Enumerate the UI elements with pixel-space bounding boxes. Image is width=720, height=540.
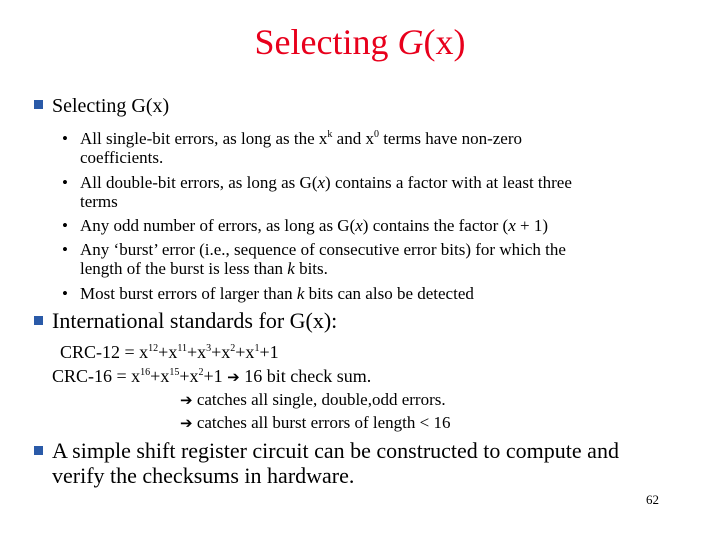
square-bullet-icon <box>34 316 43 325</box>
square-bullet-icon <box>34 446 43 455</box>
slide-title: Selecting G(x) <box>254 22 466 62</box>
crc16-line: $CRC-16 = x^{16}+x^{15}+x^2+1$ ➔ 16 bit check sum. <box>52 366 372 386</box>
section-selecting-gx: Selecting G(x) <box>34 94 169 118</box>
arrow-right-icon: ➔ <box>227 368 240 386</box>
bullet-burst-error: • Any ‘burst’ error (i.e., sequence of consecutive error bits) for which the length of the burst is less than k bits. <box>62 240 566 278</box>
note-catches-single-double-odd: ➔ catches all single, double,odd errors. <box>180 390 446 409</box>
section-international-standards: International standards for G(x): <box>34 309 337 333</box>
bullet-larger-burst: • Most burst errors of larger than k bits can also be detected <box>62 284 474 303</box>
bullet-odd-errors: • Any odd number of errors, as long as G(x) contains the factor (x + 1) <box>62 216 548 235</box>
section-shift-register: A simple shift register circuit can be constructed to compute and verify the checksums in hardware. <box>34 438 619 488</box>
arrow-right-icon: ➔ <box>180 391 193 409</box>
note-catches-burst: ➔ catches all burst errors of length < 16 <box>180 413 451 432</box>
page-number: 62 <box>646 492 659 507</box>
bullet-double-bit: • All double-bit errors, as long as G(x) contains a factor with at least three terms <box>62 173 572 211</box>
crc12-line: $CRC-12 = x^{12}+x^{11}+x^3+x^2+x^1+1$ <box>60 342 279 362</box>
square-bullet-icon <box>34 100 43 109</box>
bullet-single-bit: • All single-bit errors, as long as the $x^k$ and $x^0$ terms have non-zero coefficients. <box>62 129 522 167</box>
arrow-right-icon: ➔ <box>180 414 193 432</box>
